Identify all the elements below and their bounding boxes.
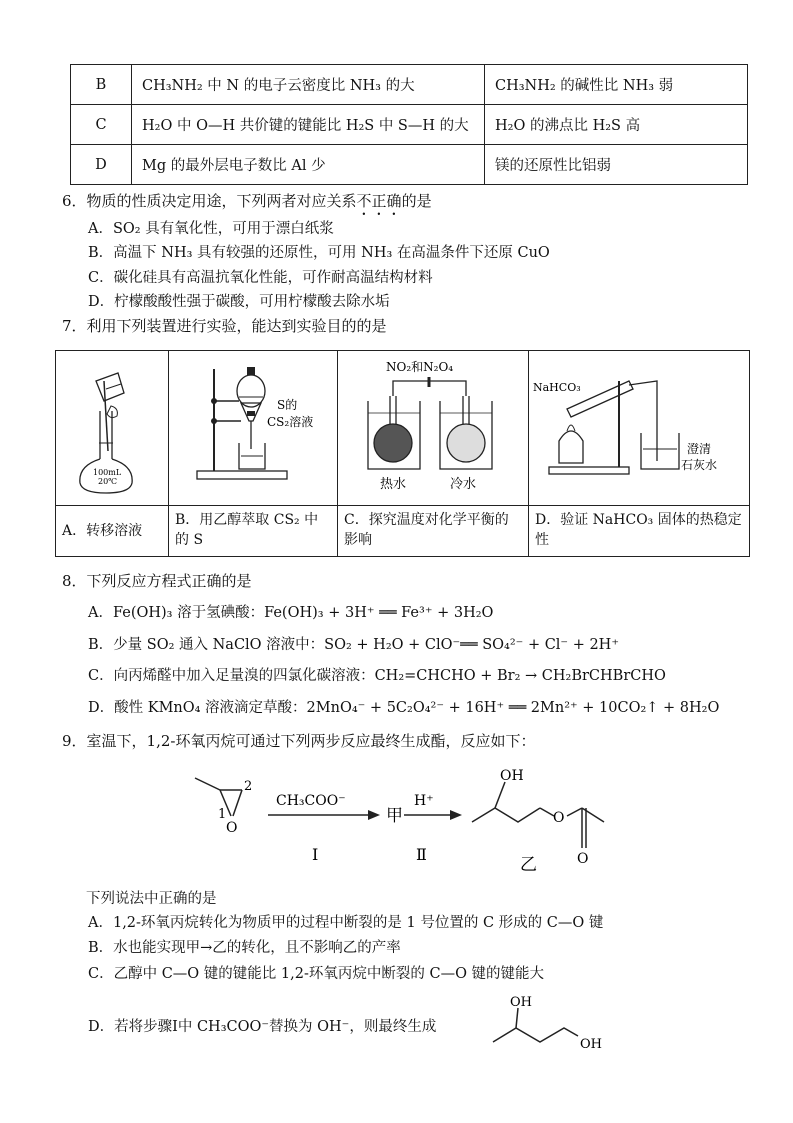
intermediate-jia: 甲 xyxy=(386,806,403,826)
row-property: H₂O 的沸点比 H₂S 高 xyxy=(485,105,748,145)
carbonyl-oxygen: O xyxy=(577,851,589,867)
q9-stem: 9．室温下，1,2-环氧丙烷可通过下列两步反应最终生成酯，反应如下： xyxy=(62,732,536,750)
row-letter: D xyxy=(71,145,132,185)
q9-option-d: D．若将步骤Ⅰ中 CH₃COO⁻替换为 OH⁻，则最终生成 xyxy=(88,1019,437,1035)
row-letter: C xyxy=(71,105,132,145)
cold-water-label: 冷水 xyxy=(450,477,477,492)
q6-option-a: A．SO₂ 具有氧化性，可用于漂白纸浆 xyxy=(88,221,334,237)
apparatus-b-cell xyxy=(169,351,338,506)
q6-option-c: C．碳化硅具有高温抗氧化性能，可作耐高温结构材料 xyxy=(88,270,433,286)
row-fact: H₂O 中 O—H 共价键的键能比 H₂S 中 S—H 的大 xyxy=(132,105,485,145)
row-property: 镁的还原性比铝弱 xyxy=(485,145,748,185)
q9-sub-stem: 下列说法中正确的是 xyxy=(86,891,217,907)
flask-temp-label: 20℃ xyxy=(98,477,118,486)
caption-d: D．验证 NaHCO₃ 固体的热稳定性 xyxy=(529,506,750,557)
flask-volume-label: 100mL xyxy=(93,468,122,477)
q6-option-b: B．高温下 NH₃ 具有较强的还原性，可用 NH₃ 在高温条件下还原 CuO xyxy=(88,245,550,261)
step-1-label: Ⅰ xyxy=(312,845,319,864)
sep-label-2: CS₂溶液 xyxy=(267,415,314,429)
sep-label-1: S的 xyxy=(277,398,298,412)
q8-option-b: B．少量 SO₂ 通入 NaClO 溶液中：SO₂ + H₂O + ClO⁻══ SO₄²⁻ + Cl⁻ + 2H⁺ xyxy=(88,637,619,653)
q8-option-d: D．酸性 KMnO₄ 溶液滴定草酸：2MnO₄⁻ + 5C₂O₄²⁻ + 16H⁺ ══ 2Mn²⁺ + 10CO₂↑ + 8H₂O xyxy=(88,700,720,716)
q6-stem-b: 的是 xyxy=(401,192,432,210)
row-fact: CH₃NH₂ 中 N 的电子云密度比 NH₃ 的大 xyxy=(132,65,485,105)
apparatus-d-cell xyxy=(529,351,750,506)
lime-label-2: 石灰水 xyxy=(681,458,718,472)
q9-d-diol-structure xyxy=(488,990,618,1060)
reagent-1: CH₃COO⁻ xyxy=(276,793,346,809)
reagent-2: H⁺ xyxy=(414,793,434,809)
separatory-funnel-figure xyxy=(169,351,337,501)
table-row xyxy=(71,145,748,185)
table-row xyxy=(71,105,748,145)
nahco3-decomposition-figure xyxy=(529,351,749,501)
diol-oh-2: OH xyxy=(580,1037,602,1052)
q6-stem-emphasis: 不正确 xyxy=(356,192,402,210)
caption-b: B．用乙醇萃取 CS₂ 中的 S xyxy=(169,506,338,557)
epoxide-label-1: 1 xyxy=(218,807,227,822)
q8-option-c: C．向丙烯醛中加入足量溴的四氯化碳溶液：CH₂=CHCHO + Br₂ → CH₂BrCHBrCHO xyxy=(88,668,666,684)
apparatus-a-cell xyxy=(56,351,169,506)
row-letter: B xyxy=(71,65,132,105)
no2-equilibrium-figure xyxy=(338,351,528,501)
lime-label-1: 澄清 xyxy=(687,442,712,456)
q6-stem-a: 6．物质的性质决定用途，下列两者对应关系 xyxy=(62,192,357,210)
q6-option-d: D．柠檬酸酸性强于碳酸，可用柠檬酸去除水垢 xyxy=(88,294,390,310)
table-row xyxy=(71,65,748,105)
epoxide-oxygen: O xyxy=(226,820,238,836)
row-fact: Mg 的最外层电子数比 Al 少 xyxy=(132,145,485,185)
epoxide-label-2: 2 xyxy=(244,779,253,794)
q8-option-a: A．Fe(OH)₃ 溶于氢碘酸：Fe(OH)₃ + 3H⁺ ══ Fe³⁺ + 3H₂O xyxy=(88,605,494,621)
q5-table xyxy=(70,64,748,185)
hot-water-label: 热水 xyxy=(380,477,407,492)
nahco3-label: NaHCO₃ xyxy=(533,381,581,394)
gas-label: NO₂和N₂O₄ xyxy=(386,360,454,374)
q7-apparatus-table xyxy=(55,350,750,557)
product-yi: 乙 xyxy=(520,855,537,875)
volumetric-flask-figure xyxy=(56,351,168,501)
apparatus-c-cell xyxy=(338,351,529,506)
ester-oxygen: O xyxy=(553,810,565,826)
q8-stem: 8．下列反应方程式正确的是 xyxy=(62,572,252,590)
q7-stem: 7．利用下列装置进行实验，能达到实验目的的是 xyxy=(62,317,387,335)
row-property: CH₃NH₂ 的碱性比 NH₃ 弱 xyxy=(485,65,748,105)
q6-stem xyxy=(62,190,432,219)
diol-oh-1: OH xyxy=(510,995,532,1010)
step-2-label: Ⅱ xyxy=(416,845,427,864)
caption-a: A．转移溶液 xyxy=(56,506,169,557)
product-oh: OH xyxy=(500,768,524,784)
q9-option-b: B．水也能实现甲→乙的转化，且不影响乙的产率 xyxy=(88,940,401,956)
q9-option-c: C．乙醇中 C—O 键的键能比 1,2-环氧丙烷中断裂的 C—O 键的键能大 xyxy=(88,966,545,982)
q9-reaction-scheme xyxy=(190,760,630,885)
q9-option-a: A．1,2-环氧丙烷转化为物质甲的过程中断裂的是 1 号位置的 C 形成的 C—O 键 xyxy=(88,915,604,931)
caption-c: C．探究温度对化学平衡的影响 xyxy=(338,506,529,557)
